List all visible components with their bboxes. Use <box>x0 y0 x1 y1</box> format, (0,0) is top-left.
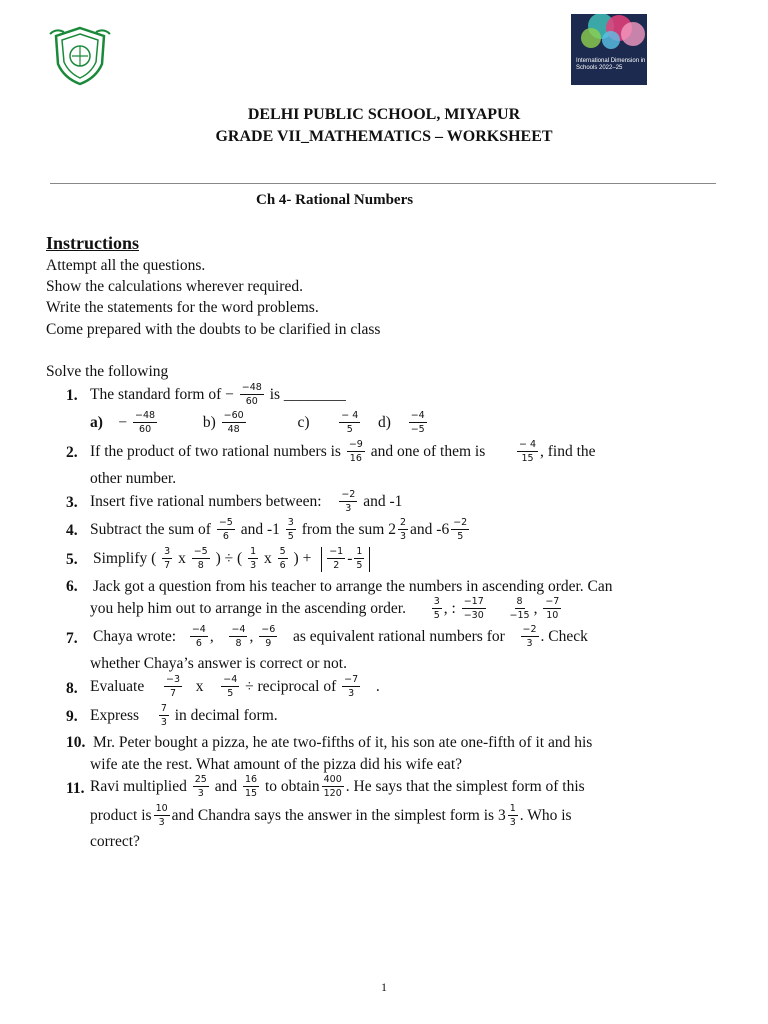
fraction <box>543 596 561 621</box>
fraction <box>221 674 239 699</box>
denominator: 5 <box>287 531 294 542</box>
denominator: 3 <box>509 817 516 828</box>
q1-blank: is ________ <box>269 386 346 404</box>
option-d-label: d) <box>378 414 391 432</box>
numerator: 25 <box>194 774 207 785</box>
numerator: 1 <box>356 546 363 557</box>
option-b-label: b) <box>202 414 216 432</box>
instruction-line: Show the calculations wherever required. <box>46 278 303 295</box>
fraction <box>159 703 169 728</box>
denominator: 6 <box>195 638 202 649</box>
numerator: −3 <box>165 674 180 685</box>
fraction <box>432 596 442 621</box>
numerator: −6 <box>261 624 276 635</box>
numerator: −9 <box>348 439 363 450</box>
q11-text: and Chandra says the answer in the simplest form is 3 <box>171 807 506 825</box>
denominator: 5 <box>346 424 353 435</box>
question-4 <box>90 518 471 543</box>
q9-text: in decimal form. <box>174 707 278 725</box>
q2-text: , find the <box>540 443 596 461</box>
denominator: 3 <box>399 531 407 542</box>
q8-text: . <box>375 678 380 696</box>
q3-text: Insert five rational numbers between: <box>90 493 322 511</box>
chapter-title: Ch 4- Rational Numbers <box>256 192 414 208</box>
numerator: −4 <box>223 674 238 685</box>
denominator: −5 <box>410 424 425 435</box>
fraction <box>133 410 157 435</box>
worksheet-title: GRADE VII_MATHEMATICS – WORKSHEET <box>215 128 553 145</box>
denominator: 7 <box>164 560 171 571</box>
denominator: 2 <box>333 560 340 571</box>
denominator: 5 <box>457 531 464 542</box>
instruction-line: Come prepared with the doubts to be clarified in class <box>46 321 381 338</box>
numerator: 3 <box>433 596 440 607</box>
numerator: −2 <box>453 517 468 528</box>
school-crest-logo <box>46 24 114 88</box>
numerator: − 4 <box>518 439 537 450</box>
numerator: −7 <box>545 596 560 607</box>
numerator: 7 <box>160 703 167 714</box>
q11-text: . Who is <box>519 807 572 825</box>
fraction <box>462 596 486 621</box>
denominator: 6 <box>279 560 286 571</box>
question-2-line2: other number. <box>90 470 177 487</box>
question-7-line2: whether Chaya’s answer is correct or not. <box>90 655 347 672</box>
numerator: 10 <box>155 803 168 814</box>
denominator: 8 <box>197 560 204 571</box>
question-number: 3. <box>66 494 78 511</box>
q3-text: and -1 <box>363 493 403 511</box>
denominator: 3 <box>345 503 352 514</box>
fraction <box>327 546 345 571</box>
denominator: 60 <box>245 396 258 407</box>
q5-text: ) + <box>293 550 312 568</box>
numerator: 1 <box>250 546 257 557</box>
q4-text: from the sum 2 <box>301 521 396 539</box>
numerator: − 4 <box>341 410 359 421</box>
numerator: −4 <box>231 624 246 635</box>
question-number: 8. <box>66 680 78 697</box>
numerator: −5 <box>218 517 233 528</box>
q11-text: to obtain <box>264 778 320 796</box>
fraction <box>190 624 208 649</box>
denominator: 10 <box>546 610 559 621</box>
question-8 <box>90 675 380 700</box>
fraction <box>451 517 469 542</box>
q1-text: The standard form of − <box>90 386 234 404</box>
times-sign: x <box>195 678 204 696</box>
denominator: 16 <box>349 453 362 464</box>
question-number: 11. <box>66 780 85 797</box>
q11-text: Ravi multiplied <box>90 778 187 796</box>
q8-text: ÷ reciprocal of <box>245 678 337 696</box>
numerator: 400 <box>323 774 342 785</box>
question-number: 5. <box>66 551 78 568</box>
denominator: 3 <box>160 717 167 728</box>
question-5 <box>93 547 370 572</box>
fraction <box>229 624 247 649</box>
denominator: 3 <box>526 638 533 649</box>
numerator: −4 <box>191 624 206 635</box>
numerator: −2 <box>341 489 356 500</box>
fraction <box>339 489 357 514</box>
fraction <box>398 517 408 542</box>
question-1 <box>90 383 346 408</box>
denominator: 3 <box>348 688 355 699</box>
fraction <box>248 546 258 571</box>
q11-text: and <box>214 778 238 796</box>
denominator: 15 <box>521 453 534 464</box>
question-2 <box>90 440 596 465</box>
school-name: DELHI PUBLIC SCHOOL, MIYAPUR <box>247 106 521 123</box>
fraction <box>217 517 235 542</box>
numerator: 8 <box>516 596 523 607</box>
q8-text: Evaluate <box>90 678 145 696</box>
q7-text: . Check <box>540 628 588 646</box>
question-7 <box>93 625 588 650</box>
question-11-line1 <box>90 775 585 800</box>
denominator: 9 <box>265 638 272 649</box>
question-number: 2. <box>66 444 78 461</box>
fraction <box>342 674 360 699</box>
international-dimension-logo <box>571 14 647 85</box>
page-number: 1 <box>381 980 387 994</box>
fraction <box>193 774 209 799</box>
logo-caption: International Dimension in Schools 2022–25 <box>576 58 646 71</box>
separator: , <box>533 600 538 618</box>
q4-text: and -6 <box>410 521 450 539</box>
q5-text: ) ÷ ( <box>215 550 243 568</box>
separator: , <box>209 628 214 646</box>
denominator: 6 <box>222 531 229 542</box>
numerator: −5 <box>193 546 208 557</box>
denominator: 5 <box>227 688 234 699</box>
instruction-line: Write the statements for the word problems. <box>46 299 319 316</box>
fraction <box>339 410 360 435</box>
numerator: −48 <box>241 382 262 393</box>
question-3 <box>90 490 402 515</box>
instruction-line: Attempt all the questions. <box>46 257 206 274</box>
question-number: 1. <box>66 387 78 404</box>
numerator: 16 <box>244 774 258 785</box>
numerator: −48 <box>135 410 156 421</box>
fraction <box>286 517 296 542</box>
fraction <box>517 439 538 464</box>
denominator: 60 <box>139 424 152 435</box>
fraction <box>322 774 344 799</box>
fraction <box>240 382 264 407</box>
q6-text: you help him out to arrange in the ascending order. <box>90 600 406 618</box>
fraction <box>259 624 277 649</box>
numerator: 3 <box>287 517 294 528</box>
numerator: 3 <box>164 546 171 557</box>
numerator: −4 <box>410 410 425 421</box>
question-10-line1: Mr. Peter bought a pizza, he ate two-fifths of it, his son ate one-fifth of it and his <box>93 734 593 751</box>
minus-sign: − <box>118 414 128 432</box>
numerator: 2 <box>399 517 407 528</box>
solve-heading: Solve the following <box>46 363 169 380</box>
denominator: 3 <box>197 788 204 799</box>
question-number: 10. <box>66 734 86 751</box>
numerator: 1 <box>509 803 516 814</box>
denominator: 15 <box>244 788 258 799</box>
separator: , <box>249 628 254 646</box>
question-9 <box>90 704 278 729</box>
divider <box>50 183 716 184</box>
question-number: 4. <box>66 522 78 539</box>
fraction <box>521 624 539 649</box>
q2-text: and one of them is <box>370 443 486 461</box>
denominator: 5 <box>356 560 363 571</box>
numerator: −17 <box>463 596 484 607</box>
q9-text: Express <box>90 707 140 725</box>
question-11-line2 <box>90 804 572 829</box>
numerator: −7 <box>344 674 359 685</box>
fraction <box>354 546 364 571</box>
times-sign: x <box>264 550 272 568</box>
fraction <box>222 410 246 435</box>
fraction <box>154 803 170 828</box>
fraction <box>508 803 518 828</box>
fraction <box>162 546 172 571</box>
denominator: −15 <box>509 610 530 621</box>
option-c-label: c) <box>297 414 310 432</box>
fraction <box>278 546 288 571</box>
absolute-value: $\frac{-1}{2}$ - $\frac{1}{5}$ <box>321 547 370 572</box>
q4-text: and -1 <box>240 521 280 539</box>
question-11-line3: correct? <box>90 833 140 850</box>
denominator: 3 <box>158 817 165 828</box>
denominator: 7 <box>169 688 177 699</box>
question-number: 9. <box>66 708 78 725</box>
fraction <box>508 596 532 621</box>
q7-text: Chaya wrote: <box>93 628 177 646</box>
denominator: 5 <box>433 610 440 621</box>
numerator: 5 <box>279 546 286 557</box>
fraction <box>164 674 182 699</box>
instructions-heading: Instructions <box>46 233 140 253</box>
q2-text: If the product of two rational numbers is <box>90 443 341 461</box>
q7-text: as equivalent rational numbers for <box>293 628 505 646</box>
q5-text: Simplify ( <box>93 550 157 568</box>
denominator: −30 <box>463 610 484 621</box>
fraction <box>409 410 427 435</box>
fraction <box>192 546 210 571</box>
question-10-line2: wife ate the rest. What amount of the pizza did his wife eat? <box>90 756 462 773</box>
denominator: 120 <box>323 788 342 799</box>
question-number: 6. <box>66 578 78 595</box>
times-sign: x <box>178 550 186 568</box>
separator: , : <box>443 600 456 618</box>
numerator: −60 <box>223 410 244 421</box>
q4-text: Subtract the sum of <box>90 521 211 539</box>
fraction <box>243 774 259 799</box>
numerator: −2 <box>522 624 537 635</box>
question-6-line1: Jack got a question from his teacher to arrange the numbers in ascending order. Can <box>93 578 613 595</box>
option-a-label: a) <box>90 414 103 432</box>
denominator: 48 <box>227 424 240 435</box>
q11-text: product is <box>90 807 152 825</box>
q11-text: . He says that the simplest form of this <box>345 778 585 796</box>
fraction <box>347 439 365 464</box>
denominator: 3 <box>250 560 257 571</box>
question-6-line2 <box>90 597 563 622</box>
question-1-options <box>90 411 429 436</box>
numerator: −1 <box>329 546 344 557</box>
denominator: 8 <box>235 638 242 649</box>
question-number: 7. <box>66 630 78 647</box>
